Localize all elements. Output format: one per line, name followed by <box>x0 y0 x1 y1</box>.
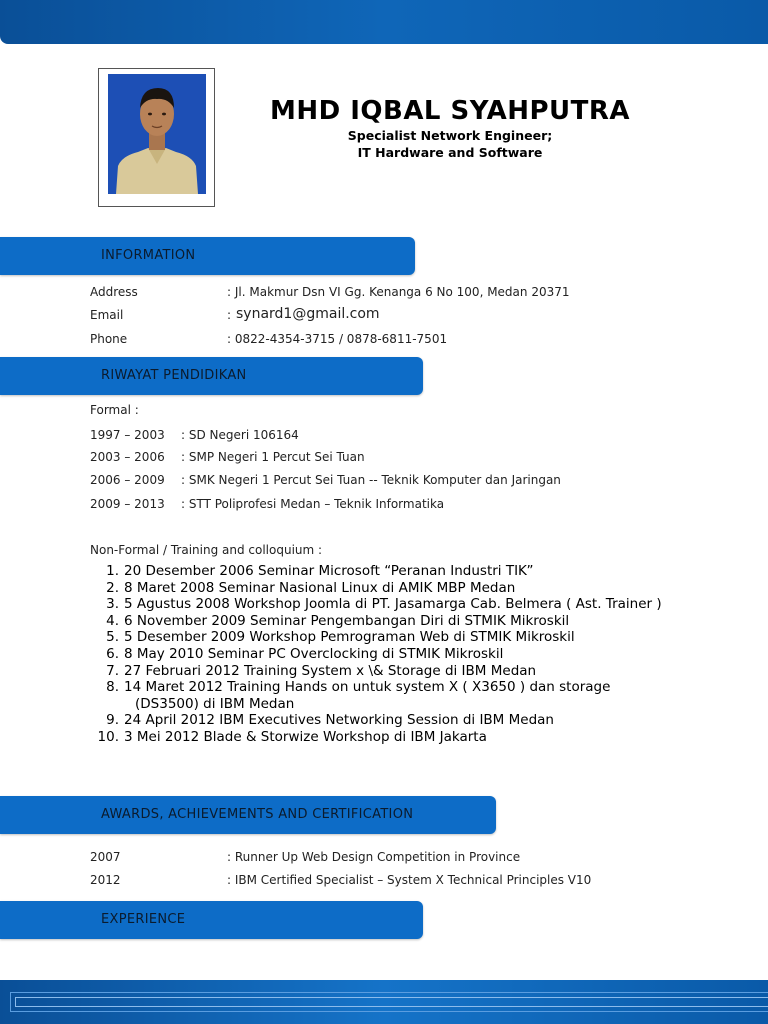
list-text: 27 Februari 2012 Training System x \& Storage di IBM Medan <box>124 662 537 679</box>
list-item <box>95 629 662 646</box>
list-item <box>95 646 662 663</box>
award-text: : Runner Up Web Design Competition in Province <box>227 850 521 864</box>
phone-value: : 0822-4354-3715 / 0878-6811-7501 <box>227 332 448 346</box>
list-number: 8. <box>106 679 119 696</box>
section-title-education: RIWAYAT PENDIDIKAN <box>101 368 247 383</box>
section-title-awards: AWARDS, ACHIEVEMENTS AND CERTIFICATION <box>101 807 414 822</box>
list-number: 5. <box>106 629 119 646</box>
section-title-experience: EXPERIENCE <box>101 912 186 927</box>
section-title-information: INFORMATION <box>101 248 196 263</box>
list-text: 3 Mei 2012 Blade & Storwize Workshop di IBM Jakarta <box>124 728 487 745</box>
education-school: : SMK Negeri 1 Percut Sei Tuan -- Teknik Komputer dan Jaringan <box>181 473 561 487</box>
list-text: 20 Desember 2006 Seminar Microsoft “Peranan Industri TIK” <box>124 563 534 579</box>
list-item <box>95 712 662 729</box>
job-title <box>250 127 650 161</box>
education-school: : SMP Negeri 1 Percut Sei Tuan <box>181 450 365 464</box>
education-years: 2006 – 2009 <box>90 473 165 487</box>
education-years: 2009 – 2013 <box>90 497 165 511</box>
training-list <box>95 563 662 746</box>
list-item <box>95 729 662 746</box>
list-number: 10. <box>97 728 119 745</box>
nonformal-label: Non-Formal / Training and colloquium : <box>90 543 323 557</box>
section-header-education <box>0 357 423 395</box>
list-item-continuation <box>95 696 662 713</box>
list-number: 3. <box>106 596 119 613</box>
formal-label: Formal : <box>90 403 139 417</box>
section-header-awards <box>0 796 496 834</box>
top-banner <box>0 0 768 44</box>
email-colon: : <box>227 308 232 322</box>
list-number: 2. <box>106 579 119 596</box>
job-title-line-1: Specialist Network Engineer; <box>347 128 553 143</box>
address-value: : Jl. Makmur Dsn VI Gg. Kenanga 6 No 100, Medan 20371 <box>227 285 570 299</box>
list-item <box>95 613 662 630</box>
list-item <box>95 563 662 580</box>
list-text: (DS3500) di IBM Medan <box>135 695 295 712</box>
profile-photo <box>108 74 206 194</box>
list-number: 4. <box>106 612 119 629</box>
education-years: 2003 – 2006 <box>90 450 165 464</box>
award-text: : IBM Certified Specialist – System X Technical Principles V10 <box>227 873 592 887</box>
bottom-banner-inner-stripe <box>15 997 768 1007</box>
list-item <box>95 580 662 597</box>
list-number: 9. <box>106 712 119 729</box>
list-item <box>95 663 662 680</box>
person-name: MHD IQBAL SYAHPUTRA <box>269 96 631 126</box>
job-title-line-2: IT Hardware and Software <box>357 145 543 160</box>
education-school: : SD Negeri 106164 <box>181 428 299 442</box>
list-text: 14 Maret 2012 Training Hands on untuk system X ( X3650 ) dan storage <box>124 679 611 696</box>
email-value: synard1@gmail.com <box>236 306 380 322</box>
list-item <box>95 596 662 613</box>
list-text: 8 May 2010 Seminar PC Overclocking di STMIK Mikroskil <box>124 645 504 662</box>
list-number: 6. <box>106 645 119 662</box>
list-number: 7. <box>106 662 119 679</box>
bottom-banner <box>0 980 768 1024</box>
profile-photo-frame <box>98 68 215 207</box>
award-year: 2007 <box>90 850 121 864</box>
address-label: Address <box>90 285 138 299</box>
list-number: 1. <box>106 563 119 579</box>
list-text: 24 April 2012 IBM Executives Networking Session di IBM Medan <box>124 712 554 729</box>
education-school: : STT Poliprofesi Medan – Teknik Informatika <box>181 497 445 511</box>
list-text: 5 Desember 2009 Workshop Pemrograman Web di STMIK Mikroskil <box>124 629 575 646</box>
phone-label: Phone <box>90 332 128 346</box>
list-text: 6 November 2009 Seminar Pengembangan Diri di STMIK Mikroskil <box>124 612 570 629</box>
list-item <box>95 679 662 696</box>
email-label: Email <box>90 308 124 322</box>
bottom-banner-stripe <box>10 992 768 1012</box>
section-header-experience <box>0 901 423 939</box>
list-text: 5 Agustus 2008 Workshop Joomla di PT. Jasamarga Cab. Belmera ( Ast. Trainer ) <box>124 596 662 613</box>
section-header-information <box>0 237 415 275</box>
list-text: 8 Maret 2008 Seminar Nasional Linux di AMIK MBP Medan <box>124 579 516 596</box>
award-year: 2012 <box>90 873 121 887</box>
education-years: 1997 – 2003 <box>90 428 165 442</box>
